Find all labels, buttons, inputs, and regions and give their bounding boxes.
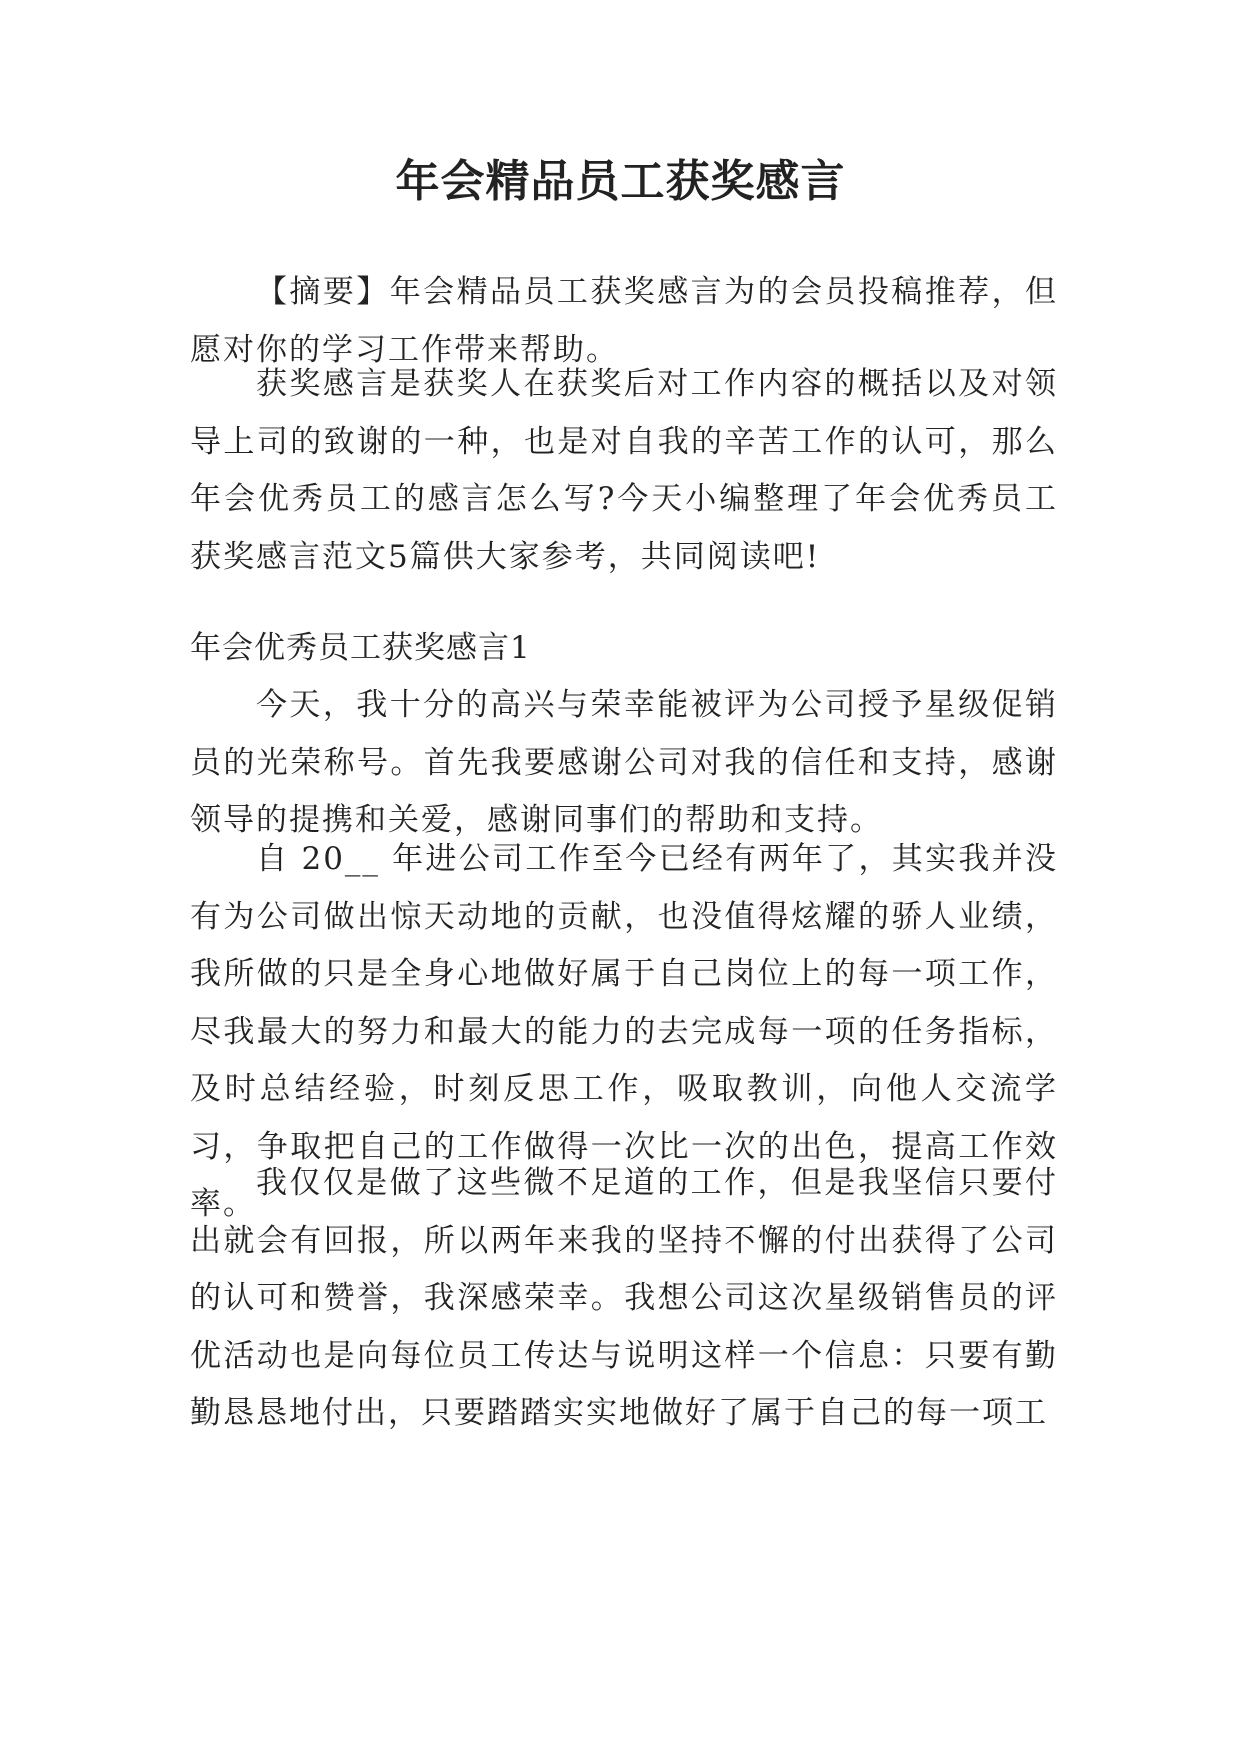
document-title: 年会精品员工获奖感言: [395, 156, 846, 207]
intro-paragraph: 获奖感言是获奖人在获奖后对工作内容的概括以及对领导上司的致谢的一种，也是对自我的辛苦工作的认可，那么年会优秀员工的感言怎么写?今天小编整理了年会优秀员工获奖感言范文5篇供大家参考，共同阅读吧!: [190, 366, 1058, 575]
body-paragraph-1: 今天，我十分的高兴与荣幸能被评为公司授予星级促销员的光荣称号。首先我要感谢公司对我的信任和支持，感谢领导的提携和关爱，感谢同事们的帮助和支持。: [190, 687, 1058, 838]
summary-paragraph: 【摘要】年会精品员工获奖感言为的会员投稿推荐，但愿对你的学习工作带来帮助。: [190, 274, 1058, 368]
body-paragraph-3: 我仅仅是做了这些微不足道的工作，但是我坚信只要付出就会有回报，所以两年来我的坚持不懈的付出获得了公司的认可和赞誉，我深感荣幸。我想公司这次星级销售员的评优活动也是向每位员工传达与说明这样一个信息：只要有勤勤恳恳地付出，只要踏踏实实地做好了属于自己的每一项工: [190, 1165, 1058, 1431]
section-heading: 年会优秀员工获奖感言1: [190, 630, 531, 666]
body-paragraph-2: 自 20__ 年进公司工作至今已经有两年了，其实我并没有为公司做出惊天动地的贡献，也没值得炫耀的骄人业绩，我所做的只是全身心地做好属于自己岗位上的每一项工作，尽我最大的努力和最大的能力的去完成每一项的任务指标，及时总结经验，时刻反思工作，吸取教训，向他人交流学习，争取把自己的工作做得一次比一次的出色，提高工作效率。: [190, 841, 1058, 1222]
